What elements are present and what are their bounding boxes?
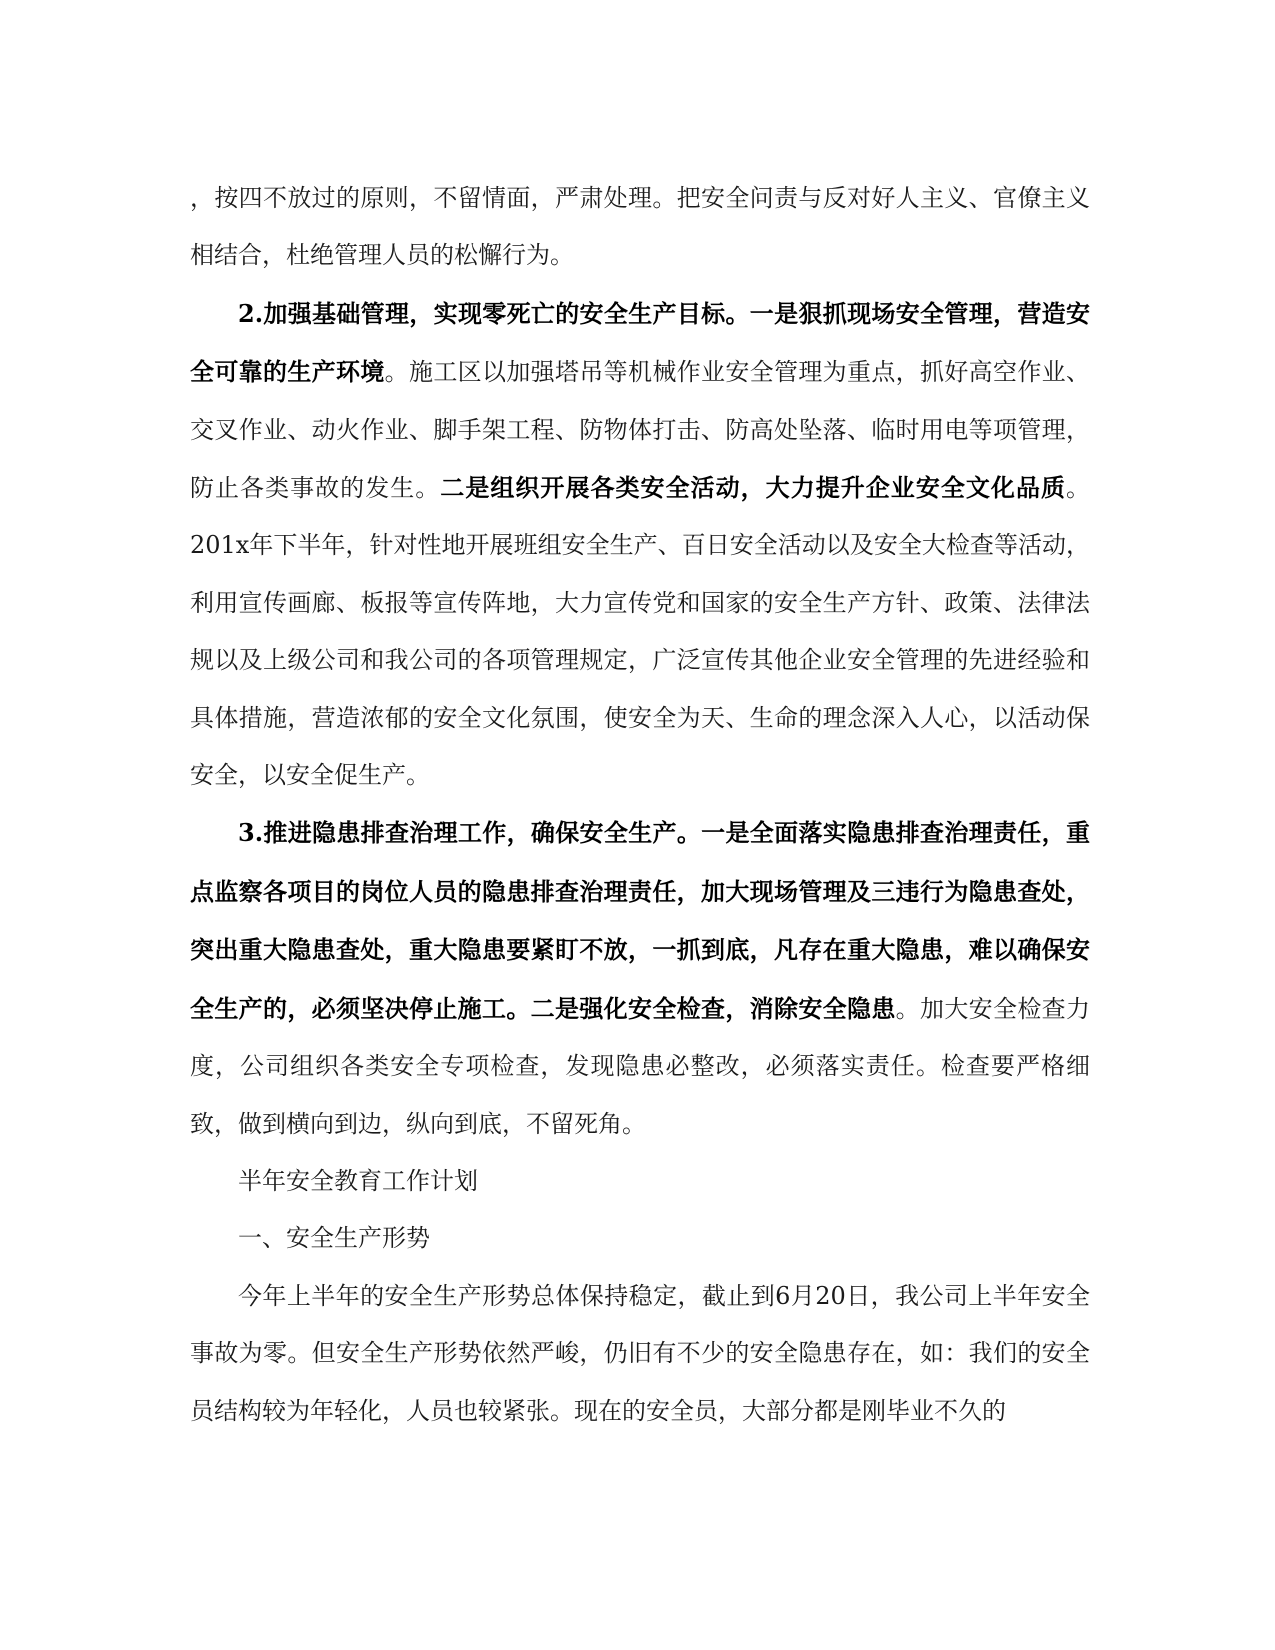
paragraph-basic-management — [190, 285, 1090, 805]
bold-heading-text: 2.加强基础管理，实现零死亡的安全生产目标。一是狠抓现场安全管理，营造安全可靠的生产环境 — [190, 298, 1090, 387]
bold-heading-text: 二是组织开展各类安全活动，大力提升企业安全文化品质 — [440, 473, 1067, 503]
paragraph-hazard-investigation — [190, 804, 1090, 1152]
section-title-text: 半年安全教育工作计划 — [238, 1166, 478, 1195]
paragraph-text: 。施工区以加强塔吊等机械作业安全管理为重点，抓好高空作业、交叉作业、动火作业、脚手架工程、防物体打击、防高处坠落、临时用电等项管理，防止各类事故的发生。 — [190, 358, 1091, 503]
bold-heading-text: 3.推进隐患排查治理工作，确保安全生产。一是全面落实隐患排查治理责任，重点监察各项目的岗位人员的隐患排查治理责任，加大现场管理及三违行为隐患查处，突出重大隐患查处，重大隐患要紧盯不放，一抓到底，凡存在重大隐患，难以确保安全生产的，必须坚决停止施工。二是强化安全检查，消除安全隐患 — [190, 818, 1090, 1023]
paragraph-accountability — [190, 170, 1090, 285]
section-title — [190, 1153, 1090, 1210]
paragraph-text: 。加大安全检查力度，公司组织各类安全专项检查，发现隐患必整改，必须落实责任。检查要严格细致，做到横向到边，纵向到底，不留死角。 — [190, 994, 1091, 1138]
subsection-heading-text: 一、安全生产形势 — [238, 1224, 430, 1253]
document-page — [190, 170, 1090, 1440]
paragraph-safety-situation — [190, 1268, 1090, 1440]
paragraph-text: 。201x年下半年，针对性地开展班组安全生产、百日安全活动以及安全大检查等活动，利用宣传画廊、板报等宣传阵地，大力宣传党和国家的安全生产方针、政策、法律法规以及上级公司和我公司的各项管理规定，广泛宣传其他企业安全管理的先进经验和具体措施，营造浓郁的安全文化氛围，使安全为天、生命的理念深入人心，以活动保安全，以安全促生产。 — [190, 474, 1091, 790]
subsection-heading — [190, 1210, 1090, 1267]
paragraph-text: 今年上半年的安全生产形势总体保持稳定，截止到6月20日，我公司上半年安全事故为零。但安全生产形势依然严峻，仍旧有不少的安全隐患存在，如：我们的安全员结构较为年轻化，人员也较紧张。现在的安全员，大部分都是刚毕业不久的 — [190, 1281, 1090, 1425]
paragraph-text: ，按四不放过的原则，不留情面，严肃处理。把安全问责与反对好人主义、官僚主义相结合，杜绝管理人员的松懈行为。 — [190, 184, 1090, 270]
